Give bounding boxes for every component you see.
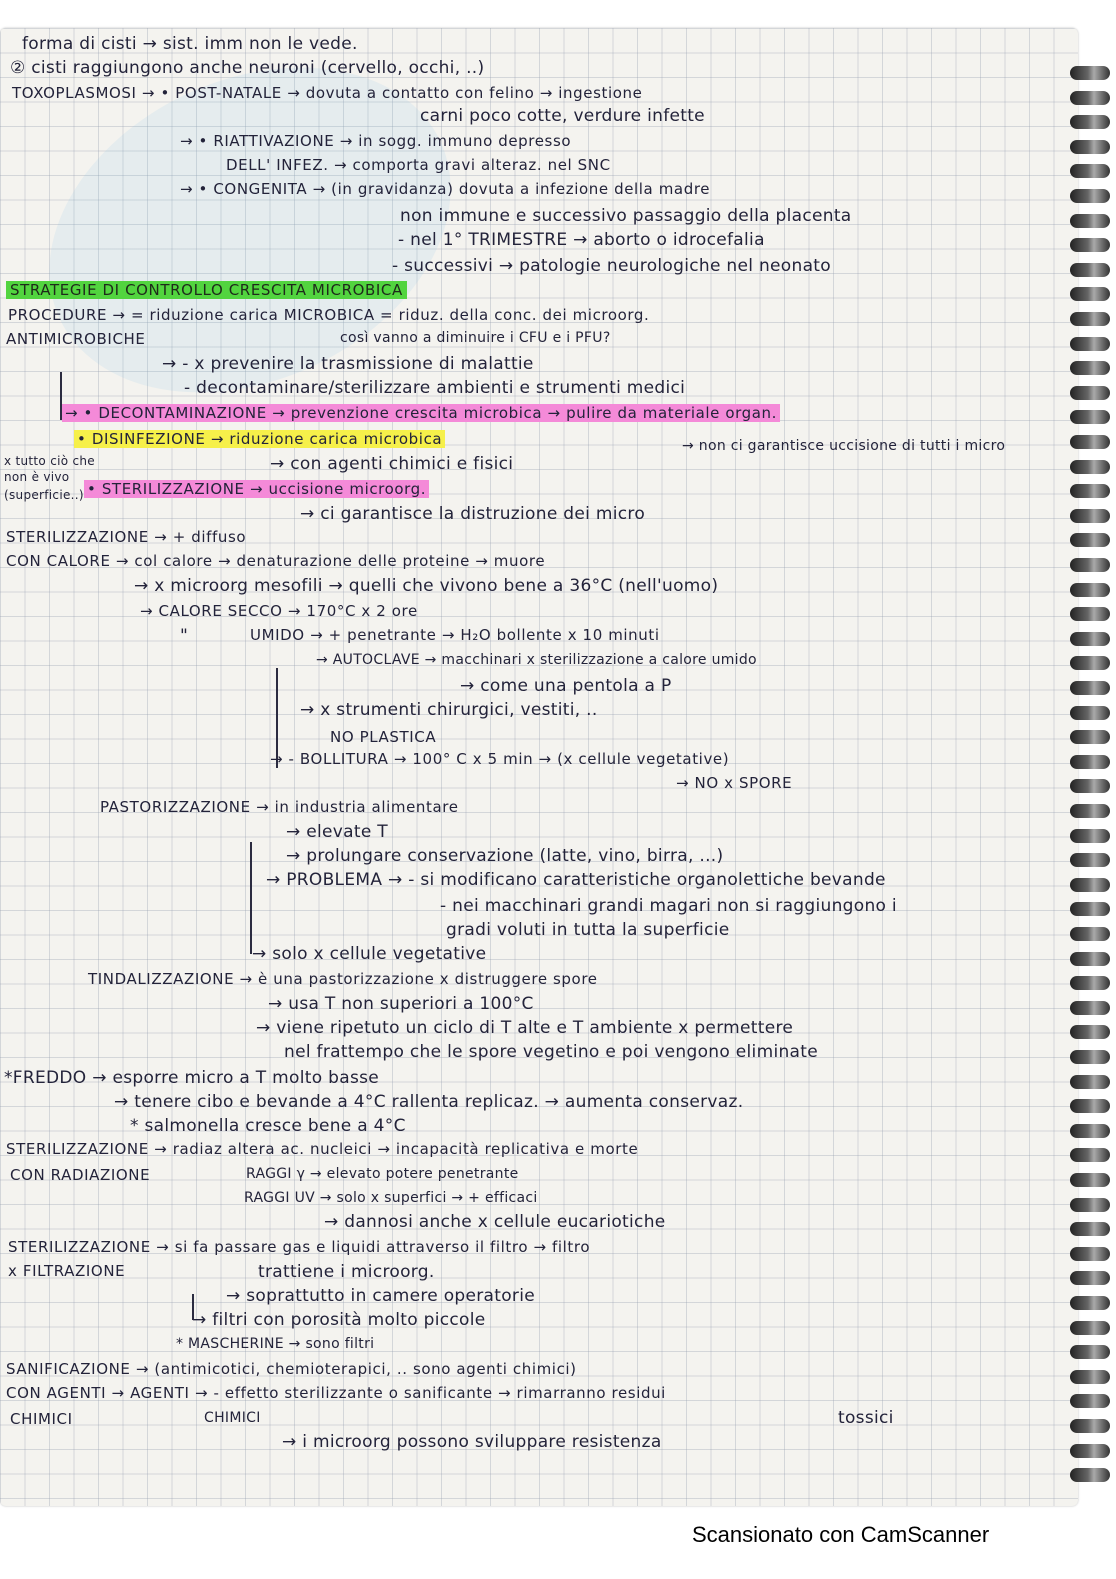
binding-ring: [1070, 1025, 1110, 1039]
note-line: → ci garantisce la distruzione dei micro: [300, 504, 646, 524]
binding-ring: [1070, 656, 1110, 670]
binding-ring: [1070, 164, 1110, 178]
note-line: PASTORIZZAZIONE → in industria alimentare: [100, 798, 459, 816]
binding-ring: [1070, 1247, 1110, 1261]
note-line: - successivi → patologie neurologiche nel neonato: [392, 256, 831, 276]
note-line: → • CONGENITA → (in gravidanza) dovuta a infezione della madre: [180, 180, 711, 198]
note-line: RAGGI UV → solo x superfici → + efficaci: [244, 1190, 538, 1206]
note-line: ② cisti raggiungono anche neuroni (cervello, occhi, ..): [10, 58, 485, 78]
note-line: TINDALIZZAZIONE → è una pastorizzazione x distruggere spore: [88, 970, 598, 988]
binding-ring: [1070, 509, 1110, 523]
note-line: (superficie..): [4, 488, 84, 502]
note-line: trattiene i microorg.: [258, 1262, 435, 1282]
note-line: → NO x SPORE: [676, 774, 793, 792]
note-line: → • RIATTIVAZIONE → in sogg. immuno depresso: [180, 132, 572, 150]
note-line: → - x prevenire la trasmissione di malattie: [162, 354, 534, 374]
note-line: → elevate T: [286, 822, 388, 842]
note-line: → prolungare conservazione (latte, vino, birra, ...): [286, 846, 724, 866]
binding-ring: [1070, 829, 1110, 843]
bracket-line: [250, 842, 252, 954]
binding-ring: [1070, 214, 1110, 228]
note-line: → viene ripetuto un ciclo di T alte e T ambiente x permettere: [256, 1018, 794, 1038]
note-line: → AUTOCLAVE → macchinari x sterilizzazione a calore umido: [316, 652, 757, 668]
binding-ring: [1070, 140, 1110, 154]
note-line: carni poco cotte, verdure infette: [420, 106, 705, 126]
note-line: → x strumenti chirurgici, vestiti, ..: [300, 700, 598, 720]
note-line: CHIMICI: [10, 1410, 73, 1428]
highlighted-term: • DISINFEZIONE → riduzione carica microbica: [74, 430, 445, 448]
note-line: → filtri con porosità molto piccole: [192, 1310, 486, 1330]
note-line: → soprattutto in camere operatorie: [226, 1286, 536, 1306]
binding-ring: [1070, 410, 1110, 424]
note-line: UMIDO → + penetrante → H₂O bollente x 10 minuti: [250, 626, 660, 644]
note-line: non è vivo: [4, 470, 70, 484]
note-line: → dannosi anche x cellule eucariotiche: [324, 1212, 666, 1232]
scanner-footer: Scansionato con CamScanner: [692, 1522, 990, 1547]
binding-ring: [1070, 779, 1110, 793]
note-line: CON CALORE → col calore → denaturazione delle proteine → muore: [6, 552, 546, 570]
binding-ring: [1070, 1099, 1110, 1113]
binding-ring: [1070, 1173, 1110, 1187]
binding-ring: [1070, 263, 1110, 277]
highlighted-term: → • DECONTAMINAZIONE → prevenzione crescita microbica → pulire da materiale organ.: [62, 404, 780, 422]
binding-ring: [1070, 1444, 1110, 1458]
note-line: CON AGENTI → AGENTI → - effetto sterilizzante o sanificante → rimarranno residui: [6, 1384, 666, 1402]
binding-ring: [1070, 607, 1110, 621]
binding-ring: [1070, 312, 1110, 326]
note-line: tossici: [838, 1408, 894, 1428]
note-line: x FILTRAZIONE: [8, 1262, 126, 1280]
binding-ring: [1070, 91, 1110, 105]
binding-ring: [1070, 755, 1110, 769]
binding-ring: [1070, 460, 1110, 474]
binding-ring: [1070, 435, 1110, 449]
note-line: ": [180, 626, 189, 646]
note-line: - nei macchinari grandi magari non si raggiungono i: [440, 896, 897, 916]
binding-ring: [1070, 878, 1110, 892]
binding-ring: [1070, 902, 1110, 916]
note-line: gradi voluti in tutta la superficie: [446, 920, 730, 940]
note-line: → i microorg possono sviluppare resistenza: [282, 1432, 662, 1452]
binding-ring: [1070, 1370, 1110, 1384]
binding-ring: [1070, 1198, 1110, 1212]
binding-ring: [1070, 238, 1110, 252]
binding-ring: [1070, 976, 1110, 990]
note-line: x tutto ciò che: [4, 454, 95, 468]
note-line: → solo x cellule vegetative: [252, 944, 487, 964]
note-line: così vanno a diminuire i CFU e i PFU?: [340, 330, 611, 346]
binding-ring: [1070, 1394, 1110, 1408]
binding-ring: [1070, 1271, 1110, 1285]
note-line: CON RADIAZIONE: [10, 1166, 151, 1184]
highlighted-term: • STERILIZZAZIONE → uccisione microorg.: [84, 480, 429, 498]
binding-ring: [1070, 1124, 1110, 1138]
binding-ring: [1070, 1222, 1110, 1236]
binding-ring: [1070, 1419, 1110, 1433]
binding-ring: [1070, 706, 1110, 720]
binding-ring: [1070, 1050, 1110, 1064]
note-line: → con agenti chimici e fisici: [270, 454, 514, 474]
note-line: CHIMICI: [204, 1410, 261, 1426]
binding-ring: [1070, 1321, 1110, 1335]
binding-ring: [1070, 1345, 1110, 1359]
note-line: STERILIZZAZIONE → si fa passare gas e liquidi attraverso il filtro → filtro: [8, 1238, 591, 1256]
binding-ring: [1070, 115, 1110, 129]
binding-ring: [1070, 853, 1110, 867]
binding-ring: [1070, 484, 1110, 498]
binding-ring: [1070, 1468, 1110, 1482]
note-line: SANIFICAZIONE → (antimicotici, chemioterapici, .. sono agenti chimici): [6, 1360, 577, 1378]
note-line: *FREDDO → esporre micro a T molto basse: [4, 1068, 380, 1088]
binding-ring: [1070, 66, 1110, 80]
section-heading-text: STRATEGIE DI CONTROLLO CRESCITA MICROBICA: [6, 281, 407, 299]
note-line: [84, 480, 429, 498]
note-line: → non ci garantisce uccisione di tutti i micro: [682, 438, 1006, 454]
binding-ring: [1070, 386, 1110, 400]
binding-ring: [1070, 583, 1110, 597]
note-line: TOXOPLASMOSI → • POST-NATALE → dovuta a contatto con felino → ingestione: [12, 84, 643, 102]
note-line: → come una pentola a P: [460, 676, 672, 696]
note-line: * MASCHERINE → sono filtri: [176, 1336, 375, 1352]
note-line: → CALORE SECCO → 170°C x 2 ore: [140, 602, 418, 620]
note-line: → - BOLLITURA → 100° C x 5 min → (x cellule vegetative): [270, 750, 730, 768]
binding-ring: [1070, 361, 1110, 375]
binding-ring: [1070, 681, 1110, 695]
note-line: * salmonella cresce bene a 4°C: [130, 1116, 406, 1136]
note-line: → x microorg mesofili → quelli che vivono bene a 36°C (nell'uomo): [134, 576, 719, 596]
binding-ring: [1070, 952, 1110, 966]
note-line: NO PLASTICA: [330, 728, 437, 746]
binding-ring: [1070, 287, 1110, 301]
note-line: PROCEDURE → = riduzione carica MICROBICA = riduz. della conc. dei microorg.: [8, 306, 650, 324]
note-line: STERILIZZAZIONE → radiaz altera ac. nucleici → incapacità replicativa e morte: [6, 1140, 639, 1158]
binding-ring: [1070, 1075, 1110, 1089]
note-line: RAGGI γ → elevato potere penetrante: [246, 1166, 519, 1182]
note-line: → usa T non superiori a 100°C: [268, 994, 534, 1014]
note-line: → tenere cibo e bevande a 4°C rallenta replicaz. → aumenta conservaz.: [114, 1092, 744, 1112]
binding-ring: [1070, 804, 1110, 818]
spiral-binding: [1072, 40, 1116, 1500]
section-heading: [6, 281, 407, 299]
note-line: non immune e successivo passaggio della placenta: [400, 206, 852, 226]
binding-ring: [1070, 1148, 1110, 1162]
note-line: → PROBLEMA → - si modificano caratteristiche organolettiche bevande: [266, 870, 886, 890]
binding-ring: [1070, 189, 1110, 203]
note-line: nel frattempo che le spore vegetino e poi vengono eliminate: [284, 1042, 818, 1062]
note-line: DELL' INFEZ. → comporta gravi alteraz. nel SNC: [226, 156, 611, 174]
note-line: STERILIZZAZIONE → + diffuso: [6, 528, 247, 546]
binding-ring: [1070, 558, 1110, 572]
note-line: - decontaminare/sterilizzare ambienti e strumenti medici: [184, 378, 686, 398]
binding-ring: [1070, 632, 1110, 646]
binding-ring: [1070, 533, 1110, 547]
note-line: [62, 404, 780, 422]
note-line: - nel 1° TRIMESTRE → aborto o idrocefalia: [398, 230, 765, 250]
binding-ring: [1070, 1001, 1110, 1015]
binding-ring: [1070, 730, 1110, 744]
note-line: ANTIMICROBICHE: [6, 330, 146, 348]
binding-ring: [1070, 1296, 1110, 1310]
binding-ring: [1070, 927, 1110, 941]
note-line: [74, 430, 445, 448]
binding-ring: [1070, 337, 1110, 351]
note-line: forma di cisti → sist. imm non le vede.: [22, 34, 358, 54]
